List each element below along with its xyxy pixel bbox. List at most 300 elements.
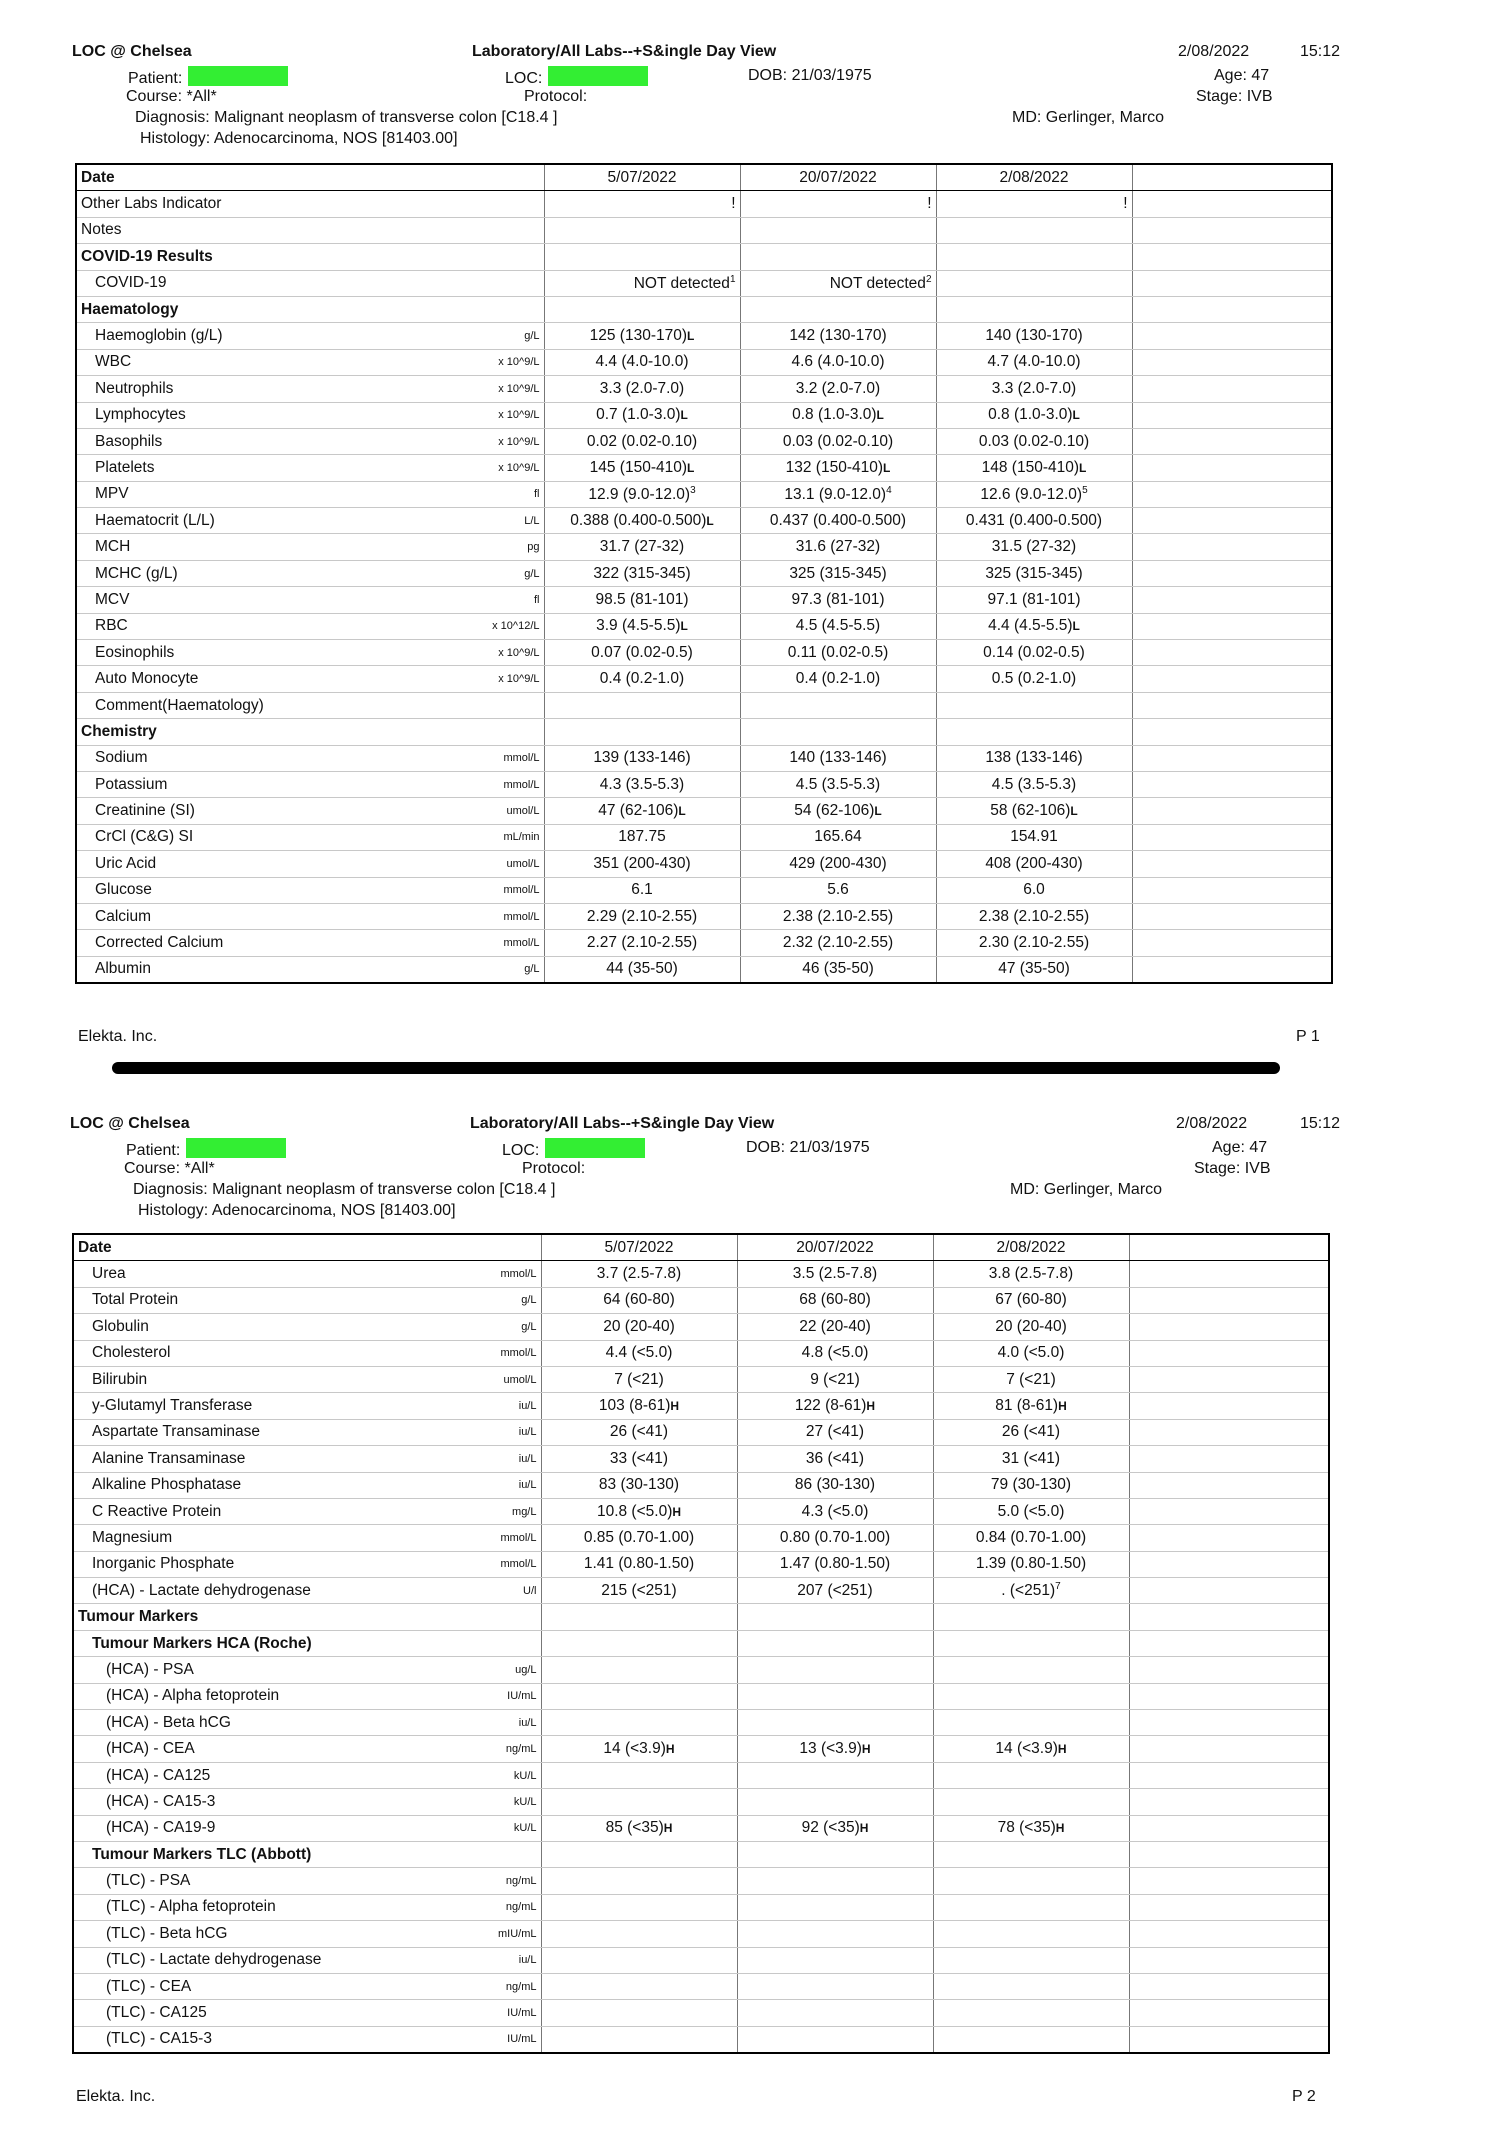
result-value: 22 (20-40) [799, 1317, 871, 1335]
redaction-bar [548, 66, 648, 86]
result-cell [544, 455, 740, 481]
result-cell [936, 956, 1132, 983]
abnormal-flag: H [1055, 1821, 1065, 1836]
test-name: (TLC) - Alpha fetoprotein [106, 1898, 276, 1916]
result-cell [740, 560, 936, 586]
test-unit: mmol/L [503, 884, 540, 897]
empty-column [1132, 402, 1332, 428]
result-cell [737, 1736, 933, 1762]
result-value: 44 (35-50) [606, 960, 678, 978]
test-unit: mmol/L [503, 752, 540, 765]
result-value: 1.41 (0.80-1.50) [583, 1555, 695, 1573]
result-cell [737, 1762, 933, 1788]
result-cell [544, 323, 740, 349]
result-cell [544, 956, 740, 983]
empty-column [1129, 1419, 1329, 1445]
empty-column [1129, 1841, 1329, 1867]
result-cell [740, 798, 936, 824]
result-cell [737, 1261, 933, 1287]
abnormal-flag: L [680, 408, 688, 423]
table-row [73, 1551, 1329, 1577]
test-name-cell [76, 798, 544, 824]
table-row [76, 851, 1332, 877]
test-name: Glucose [95, 881, 152, 899]
result-cell [541, 1841, 737, 1867]
abnormal-flag: H [670, 1399, 680, 1414]
test-name: (HCA) - CA15-3 [106, 1792, 216, 1810]
result-cell [541, 2000, 737, 2026]
histology: Histology: Adenocarcinoma, NOS [81403.00] [138, 1202, 456, 1219]
result-cell [933, 1868, 1129, 1894]
empty-column [1132, 824, 1332, 850]
table-row [76, 692, 1332, 718]
result-cell [544, 745, 740, 771]
test-name-cell [73, 2026, 541, 2053]
table-row [76, 376, 1332, 402]
test-name-cell [76, 956, 544, 983]
result-cell [541, 1947, 737, 1973]
test-name: Platelets [95, 458, 155, 476]
report-date: 2/08/2022 [1176, 1115, 1248, 1132]
test-name: Eosinophils [95, 643, 175, 661]
date-column-1: 5/07/2022 [544, 164, 740, 191]
test-name-cell [76, 455, 544, 481]
result-cell [933, 1340, 1129, 1366]
empty-column [1129, 1604, 1329, 1630]
result-value: 187.75 [618, 828, 666, 846]
test-name: Notes [81, 221, 122, 239]
result-cell [740, 296, 936, 322]
test-unit: g/L [524, 330, 540, 343]
test-unit: kU/L [513, 1795, 537, 1808]
test-name: Other Labs Indicator [81, 195, 222, 213]
test-name: Tumour Markers [78, 1608, 199, 1626]
test-name: Comment(Haematology) [95, 696, 264, 714]
result-cell [740, 323, 936, 349]
abnormal-flag: L [876, 408, 884, 423]
empty-column [1132, 877, 1332, 903]
result-cell [737, 1419, 933, 1445]
empty-column [1129, 1789, 1329, 1815]
test-name-cell [73, 1815, 541, 1841]
result-cell [544, 244, 740, 270]
result-cell [740, 244, 936, 270]
table-row [73, 1366, 1329, 1392]
test-name-cell [76, 508, 544, 534]
test-unit: g/L [521, 1294, 537, 1307]
test-unit: iu/L [518, 1716, 537, 1729]
result-cell [541, 1973, 737, 1999]
course: Course: *All* [126, 88, 217, 105]
empty-column [1129, 2026, 1329, 2053]
test-unit: mIU/mL [498, 1927, 537, 1940]
result-value: 138 (133-146) [985, 749, 1083, 767]
result-cell [740, 587, 936, 613]
page-number: P 2 [1292, 2088, 1316, 2105]
dob: DOB: 21/03/1975 [748, 67, 872, 84]
result-cell [737, 1340, 933, 1366]
result-cell [544, 402, 740, 428]
empty-column [1132, 164, 1332, 191]
stage: Stage: IVB [1194, 1160, 1271, 1177]
table-row [73, 1868, 1329, 1894]
test-unit: x 10^9/L [498, 646, 540, 659]
result-cell [936, 613, 1132, 639]
result-cell [936, 798, 1132, 824]
table-row [73, 1973, 1329, 1999]
table-row [76, 349, 1332, 375]
table-row [76, 719, 1332, 745]
table-row [73, 1419, 1329, 1445]
test-name: (TLC) - Lactate dehydrogenase [106, 1951, 322, 1969]
empty-column [1129, 1921, 1329, 1947]
table-row [76, 323, 1332, 349]
result-value: 0.80 (0.70-1.00) [779, 1528, 891, 1546]
test-name: (TLC) - CA15-3 [106, 2030, 212, 2048]
result-cell [933, 1630, 1129, 1656]
result-cell [740, 851, 936, 877]
test-unit: IU/mL [507, 2007, 537, 2020]
result-cell [936, 323, 1132, 349]
test-unit: iu/L [518, 1954, 537, 1967]
result-cell [936, 244, 1132, 270]
test-name-cell [76, 587, 544, 613]
result-cell [933, 1498, 1129, 1524]
empty-column [1132, 798, 1332, 824]
table-row [76, 798, 1332, 824]
empty-column [1129, 1736, 1329, 1762]
empty-column [1132, 719, 1332, 745]
test-name: Calcium [95, 907, 151, 925]
result-value: 3.9 (4.5-5.5) [596, 617, 681, 635]
result-cell [737, 1446, 933, 1472]
test-name: (TLC) - CA125 [106, 2004, 207, 2022]
test-name: Haematocrit (L/L) [95, 511, 215, 529]
test-name-cell [76, 666, 544, 692]
result-value: 78 (<35) [997, 1819, 1056, 1837]
loc-label: LOC: [502, 1142, 540, 1159]
date-header-row [73, 1234, 1329, 1261]
result-cell [544, 877, 740, 903]
result-value: 165.64 [814, 828, 862, 846]
table-row [73, 1498, 1329, 1524]
test-name-cell [76, 771, 544, 797]
result-value: 4.3 (3.5-5.3) [599, 775, 685, 793]
test-name: Basophils [95, 432, 163, 450]
test-unit: mmol/L [500, 1531, 537, 1544]
test-unit: IU/mL [507, 2033, 537, 2046]
test-name: (HCA) - Alpha fetoprotein [106, 1687, 280, 1705]
test-unit: iu/L [518, 1400, 537, 1413]
test-unit: fl [534, 593, 540, 606]
result-cell [936, 376, 1132, 402]
result-value: 54 (62-106) [794, 802, 875, 820]
table-row [76, 666, 1332, 692]
result-cell [936, 640, 1132, 666]
result-value: 14 (<3.9) [603, 1740, 666, 1758]
test-name-cell [76, 428, 544, 454]
empty-column [1132, 771, 1332, 797]
result-cell [933, 1578, 1129, 1604]
result-cell [737, 1841, 933, 1867]
result-cell [933, 1973, 1129, 1999]
test-name-cell [76, 323, 544, 349]
result-cell [933, 1287, 1129, 1313]
empty-column [1132, 428, 1332, 454]
date-column-2: 20/07/2022 [740, 164, 936, 191]
result-cell [737, 1393, 933, 1419]
result-value: 98.5 (81-101) [595, 590, 689, 608]
result-cell [541, 1657, 737, 1683]
result-cell [541, 1551, 737, 1577]
test-unit: x 10^9/L [498, 435, 540, 448]
result-cell [541, 1815, 737, 1841]
test-name-cell [73, 1894, 541, 1920]
footnote-marker: 7 [1055, 1581, 1061, 1593]
result-cell [933, 1762, 1129, 1788]
result-cell [933, 1525, 1129, 1551]
table-row [76, 455, 1332, 481]
table-row [76, 771, 1332, 797]
test-name: Creatinine (SI) [95, 802, 195, 820]
empty-column [1132, 481, 1332, 507]
result-cell [541, 1868, 737, 1894]
result-value: 47 (35-50) [998, 960, 1070, 978]
result-cell [740, 402, 936, 428]
empty-column [1132, 217, 1332, 243]
test-name-cell [76, 560, 544, 586]
result-cell [740, 640, 936, 666]
result-value: 20 (20-40) [995, 1317, 1067, 1335]
empty-column [1129, 1815, 1329, 1841]
result-value: 13.1 (9.0-12.0) [784, 485, 887, 503]
empty-column [1132, 903, 1332, 929]
abnormal-flag: L [680, 619, 688, 634]
md: MD: Gerlinger, Marco [1012, 109, 1165, 126]
result-value: 0.388 (0.400-0.500) [570, 511, 707, 529]
test-name: Tumour Markers TLC (Abbott) [92, 1845, 312, 1863]
result-cell [737, 1314, 933, 1340]
result-value: 325 (315-345) [789, 564, 887, 582]
result-cell [936, 481, 1132, 507]
test-name-cell [73, 1446, 541, 1472]
result-cell [936, 270, 1132, 296]
footnote-marker: 4 [886, 484, 892, 496]
result-value: 2.32 (2.10-2.55) [782, 934, 894, 952]
result-cell [737, 1921, 933, 1947]
table-row [76, 244, 1332, 270]
test-name-cell [76, 191, 544, 217]
test-name-cell [76, 851, 544, 877]
result-cell [541, 1472, 737, 1498]
test-name: COVID-19 [95, 274, 167, 292]
test-name: Alanine Transaminase [92, 1449, 246, 1467]
result-cell [737, 1498, 933, 1524]
table-row [73, 2026, 1329, 2053]
redaction-bar [545, 1138, 645, 1158]
result-value: 26 (<41) [609, 1423, 669, 1441]
result-value: ! [731, 195, 736, 213]
empty-column [1129, 1630, 1329, 1656]
test-unit: mmol/L [503, 778, 540, 791]
test-name: (HCA) - CA125 [106, 1766, 211, 1784]
result-cell [737, 1578, 933, 1604]
result-value: 97.3 (81-101) [791, 590, 885, 608]
abnormal-flag: L [1079, 460, 1087, 475]
test-name: Lymphocytes [95, 406, 186, 424]
result-cell [737, 1366, 933, 1392]
result-cell [740, 666, 936, 692]
table-row [73, 1525, 1329, 1551]
page-number: P 1 [1296, 1028, 1320, 1045]
result-value: 92 (<35) [801, 1819, 860, 1837]
result-cell [737, 1894, 933, 1920]
test-name: Cholesterol [92, 1344, 171, 1362]
result-value: 0.5 (0.2-1.0) [991, 670, 1077, 688]
table-row [73, 1314, 1329, 1340]
result-cell [740, 719, 936, 745]
result-value: 0.7 (1.0-3.0) [596, 406, 681, 424]
footnote-marker: 1 [729, 273, 736, 285]
patient-field [126, 1138, 286, 1161]
result-cell [933, 1683, 1129, 1709]
test-unit: umol/L [503, 1373, 537, 1386]
result-cell [936, 666, 1132, 692]
report-title: Laboratory/All Labs--+S&ingle Day View [470, 1115, 775, 1132]
test-name-cell [76, 534, 544, 560]
result-cell [933, 1815, 1129, 1841]
test-name: (TLC) - PSA [106, 1872, 191, 1890]
test-name-cell [73, 1393, 541, 1419]
result-cell [936, 587, 1132, 613]
result-value: 6.1 [631, 881, 653, 899]
test-unit: x 10^12/L [492, 620, 540, 633]
result-value: 0.85 (0.70-1.00) [583, 1528, 695, 1546]
result-value: 6.0 [1023, 881, 1045, 899]
table-row [76, 613, 1332, 639]
result-value: 154.91 [1010, 828, 1058, 846]
test-unit: x 10^9/L [498, 461, 540, 474]
lab-results-table [72, 1233, 1330, 2054]
result-value: . (<251) [1001, 1582, 1056, 1600]
lab-results-table [75, 163, 1333, 984]
test-unit: L/L [524, 514, 540, 527]
loc-field [502, 1138, 645, 1161]
result-value: 0.4 (0.2-1.0) [795, 670, 881, 688]
test-name-cell [76, 376, 544, 402]
empty-column [1132, 534, 1332, 560]
test-unit: mL/min [503, 831, 540, 844]
result-cell [740, 771, 936, 797]
result-value: 3.2 (2.0-7.0) [795, 379, 881, 397]
table-row [73, 1762, 1329, 1788]
abnormal-flag: L [687, 329, 695, 344]
table-row [73, 1472, 1329, 1498]
result-cell [933, 1947, 1129, 1973]
abnormal-flag: H [665, 1742, 675, 1757]
abnormal-flag: H [861, 1742, 871, 1757]
dob: DOB: 21/03/1975 [746, 1139, 870, 1156]
result-cell [737, 1604, 933, 1630]
result-value: 4.4 (4.0-10.0) [595, 353, 689, 371]
result-value: 7 (<21) [1006, 1370, 1056, 1388]
report-page-2 [0, 1070, 1500, 2131]
test-name-cell [76, 824, 544, 850]
result-cell [541, 1419, 737, 1445]
result-value: 31.5 (27-32) [991, 538, 1077, 556]
result-value: 0.11 (0.02-0.5) [787, 643, 889, 661]
result-cell [740, 481, 936, 507]
test-name-cell [73, 1525, 541, 1551]
footnote-marker: 5 [1082, 484, 1088, 496]
result-value: 207 (<251) [797, 1581, 873, 1599]
empty-column [1129, 1314, 1329, 1340]
result-cell [544, 560, 740, 586]
result-cell [933, 1472, 1129, 1498]
test-name-cell [73, 2000, 541, 2026]
result-cell [740, 903, 936, 929]
result-value: 2.30 (2.10-2.55) [978, 934, 1090, 952]
empty-column [1129, 1287, 1329, 1313]
result-cell [737, 2026, 933, 2053]
abnormal-flag: L [874, 804, 882, 819]
table-row [73, 1710, 1329, 1736]
result-value: 103 (8-61) [598, 1397, 671, 1415]
empty-column [1129, 1947, 1329, 1973]
result-value: 2.27 (2.10-2.55) [586, 934, 698, 952]
result-cell [541, 1604, 737, 1630]
result-cell [737, 1657, 933, 1683]
result-cell [936, 851, 1132, 877]
result-cell [544, 692, 740, 718]
result-cell [740, 877, 936, 903]
test-name-cell [73, 1261, 541, 1287]
test-name: Neutrophils [95, 379, 174, 397]
test-name-cell [76, 217, 544, 243]
table-row [76, 428, 1332, 454]
result-cell [740, 455, 936, 481]
result-value: 408 (200-430) [985, 854, 1083, 872]
result-cell [541, 1287, 737, 1313]
age: Age: 47 [1212, 1139, 1268, 1156]
result-cell [544, 191, 740, 217]
result-value: 140 (130-170) [985, 327, 1083, 345]
empty-column [1132, 613, 1332, 639]
course: Course: *All* [124, 1160, 215, 1177]
result-cell [737, 1947, 933, 1973]
test-unit: iu/L [518, 1426, 537, 1439]
result-value: 31 (<41) [1001, 1449, 1061, 1467]
result-cell [544, 508, 740, 534]
table-row [73, 1340, 1329, 1366]
test-name: Auto Monocyte [95, 670, 199, 688]
test-name: MCH [95, 538, 131, 556]
test-name-cell [73, 1366, 541, 1392]
test-name: (TLC) - Beta hCG [106, 1924, 228, 1942]
result-cell [740, 217, 936, 243]
result-cell [544, 824, 740, 850]
abnormal-flag: H [1057, 1742, 1067, 1757]
test-name-cell [73, 1498, 541, 1524]
table-row [73, 1921, 1329, 1947]
test-name: Urea [92, 1265, 126, 1283]
test-name: Inorganic Phosphate [92, 1555, 235, 1573]
result-value: 215 (<251) [601, 1581, 677, 1599]
empty-column [1129, 1551, 1329, 1577]
md: MD: Gerlinger, Marco [1010, 1181, 1163, 1198]
table-row [76, 270, 1332, 296]
result-value: 148 (150-410) [981, 458, 1080, 476]
